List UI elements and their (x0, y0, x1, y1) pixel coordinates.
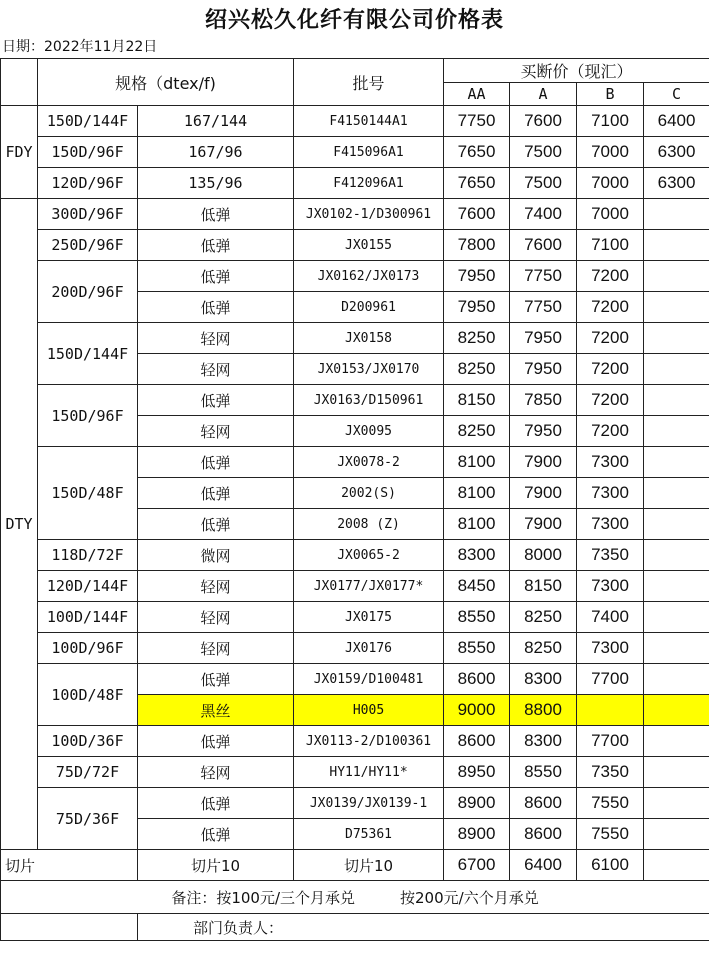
batch-cell: JX0177/JX0177* (294, 571, 444, 602)
price-aa: 8150 (444, 385, 510, 416)
price-b: 7400 (577, 602, 644, 633)
spec-cell: 100D/36F (38, 726, 138, 757)
type-cell: 低弹 (138, 385, 294, 416)
price-b: 7100 (577, 106, 644, 137)
note-text: 备注：按100元/三个月承兑 按200元/六个月承兑 (1, 881, 709, 914)
price-a: 7950 (510, 354, 577, 385)
batch-cell: JX0078-2 (294, 447, 444, 478)
price-c (644, 602, 709, 633)
table-row (1, 230, 709, 261)
header-batch: 批号 (294, 59, 444, 106)
price-b: 7350 (577, 540, 644, 571)
table-row (1, 447, 709, 478)
price-aa: 7600 (444, 199, 510, 230)
price-aa: 8250 (444, 323, 510, 354)
price-aa: 7650 (444, 137, 510, 168)
batch-cell: 切片10 (294, 850, 444, 881)
price-b: 7200 (577, 416, 644, 447)
batch-cell: JX0163/D150961 (294, 385, 444, 416)
chip-row (1, 850, 709, 881)
price-aa: 8900 (444, 819, 510, 850)
price-b: 7000 (577, 137, 644, 168)
header-grade-b: B (577, 83, 644, 106)
batch-cell: JX0158 (294, 323, 444, 354)
price-aa: 7800 (444, 230, 510, 261)
type-cell: 低弹 (138, 664, 294, 695)
price-a: 7900 (510, 447, 577, 478)
price-table (0, 58, 709, 941)
price-b: 7550 (577, 788, 644, 819)
price-aa: 8450 (444, 571, 510, 602)
table-row (1, 540, 709, 571)
price-c (644, 819, 709, 850)
batch-cell: JX0162/JX0173 (294, 261, 444, 292)
spec-cell: 150D/144F (38, 106, 138, 137)
price-aa: 8100 (444, 447, 510, 478)
price-b: 7550 (577, 819, 644, 850)
header-spec: 规格（dtex/f) (38, 59, 294, 106)
type-cell: 黑丝 (138, 695, 294, 726)
page-title: 绍兴松久化纤有限公司价格表 (204, 7, 504, 33)
type-cell: 低弹 (138, 509, 294, 540)
price-b: 7000 (577, 168, 644, 199)
batch-cell: JX0176 (294, 633, 444, 664)
price-a: 8150 (510, 571, 577, 602)
spec-cell: 100D/96F (38, 633, 138, 664)
price-c (644, 664, 709, 695)
price-a: 7900 (510, 509, 577, 540)
price-b: 6100 (577, 850, 644, 881)
spec-cell: 75D/72F (38, 757, 138, 788)
batch-cell: H005 (294, 695, 444, 726)
price-a: 7600 (510, 106, 577, 137)
table-row (1, 106, 709, 137)
spec-cell: 150D/48F (38, 447, 138, 540)
price-a: 8250 (510, 633, 577, 664)
sign-row (1, 914, 709, 941)
spec-cell: 120D/96F (38, 168, 138, 199)
table-row (1, 788, 709, 819)
spec-cell: 150D/96F (38, 137, 138, 168)
price-c (644, 261, 709, 292)
price-c (644, 230, 709, 261)
type-cell: 低弹 (138, 230, 294, 261)
price-c (644, 416, 709, 447)
price-a: 7850 (510, 385, 577, 416)
type-cell: 低弹 (138, 447, 294, 478)
price-c (644, 292, 709, 323)
price-aa: 8600 (444, 664, 510, 695)
price-aa: 8550 (444, 633, 510, 664)
price-b: 7100 (577, 230, 644, 261)
price-c (644, 354, 709, 385)
price-b: 7200 (577, 385, 644, 416)
table-row (1, 602, 709, 633)
batch-cell: JX0139/JX0139-1 (294, 788, 444, 819)
spec-cell: 150D/96F (38, 385, 138, 447)
batch-cell: JX0095 (294, 416, 444, 447)
batch-cell: JX0175 (294, 602, 444, 633)
price-c (644, 323, 709, 354)
spec-cell: 75D/36F (38, 788, 138, 850)
price-b: 7300 (577, 478, 644, 509)
price-c (644, 199, 709, 230)
spec-cell: 200D/96F (38, 261, 138, 323)
price-b: 7200 (577, 354, 644, 385)
batch-cell: D75361 (294, 819, 444, 850)
price-aa: 8250 (444, 416, 510, 447)
price-b: 7000 (577, 199, 644, 230)
price-aa: 7950 (444, 261, 510, 292)
header-row-1 (1, 59, 709, 83)
price-c (644, 385, 709, 416)
sign-label: 部门负责人： (138, 914, 709, 941)
note-row (1, 881, 709, 914)
batch-cell: F4150144A1 (294, 106, 444, 137)
price-aa: 8600 (444, 726, 510, 757)
spec-cell: 切片10 (138, 850, 294, 881)
price-a: 7400 (510, 199, 577, 230)
table-row (1, 571, 709, 602)
price-b (577, 695, 644, 726)
price-c: 6300 (644, 137, 709, 168)
price-c (644, 633, 709, 664)
type-cell: 轻网 (138, 571, 294, 602)
sign-blank (1, 914, 138, 941)
price-c (644, 478, 709, 509)
price-aa: 8550 (444, 602, 510, 633)
type-cell: 轻网 (138, 633, 294, 664)
price-a: 8600 (510, 788, 577, 819)
price-c: 6300 (644, 168, 709, 199)
header-grade-c: C (644, 83, 709, 106)
price-b: 7200 (577, 323, 644, 354)
header-grade-aa: AA (444, 83, 510, 106)
price-a: 8550 (510, 757, 577, 788)
batch-cell: JX0113-2/D100361 (294, 726, 444, 757)
batch-cell: 2008 (Z) (294, 509, 444, 540)
price-a: 7750 (510, 261, 577, 292)
batch-cell: HY11/HY11* (294, 757, 444, 788)
price-aa: 8950 (444, 757, 510, 788)
table-row (1, 726, 709, 757)
spec-cell: 150D/144F (38, 323, 138, 385)
type-cell: 轻网 (138, 602, 294, 633)
price-b: 7700 (577, 664, 644, 695)
price-a: 8300 (510, 664, 577, 695)
spec-cell: 118D/72F (38, 540, 138, 571)
price-b: 7350 (577, 757, 644, 788)
type-cell: 低弹 (138, 199, 294, 230)
batch-cell: JX0102-1/D300961 (294, 199, 444, 230)
table-row (1, 199, 709, 230)
batch-cell: JX0065-2 (294, 540, 444, 571)
batch-cell: F415096A1 (294, 137, 444, 168)
price-c (644, 695, 709, 726)
price-aa: 7950 (444, 292, 510, 323)
price-a: 7600 (510, 230, 577, 261)
type-cell: 轻网 (138, 323, 294, 354)
header-price: 买断价（现汇） (444, 59, 709, 83)
type-cell: 轻网 (138, 354, 294, 385)
category-chip: 切片 (1, 850, 138, 881)
table-row (1, 633, 709, 664)
price-b: 7700 (577, 726, 644, 757)
category-dty: DTY (1, 199, 38, 850)
price-aa: 7650 (444, 168, 510, 199)
batch-cell: D200961 (294, 292, 444, 323)
table-row (1, 137, 709, 168)
price-a: 7500 (510, 137, 577, 168)
type-cell: 低弹 (138, 726, 294, 757)
price-a: 7750 (510, 292, 577, 323)
batch-cell: F412096A1 (294, 168, 444, 199)
price-aa: 9000 (444, 695, 510, 726)
price-a: 8600 (510, 819, 577, 850)
price-c (644, 726, 709, 757)
price-a: 7950 (510, 416, 577, 447)
price-b: 7200 (577, 292, 644, 323)
dtex-cell: 167/144 (138, 106, 294, 137)
type-cell: 低弹 (138, 478, 294, 509)
batch-cell: 2002(S) (294, 478, 444, 509)
spec-cell: 100D/144F (38, 602, 138, 633)
table-row (1, 664, 709, 695)
header-grade-a: A (510, 83, 577, 106)
table-row (1, 757, 709, 788)
type-cell: 轻网 (138, 757, 294, 788)
batch-cell: JX0153/JX0170 (294, 354, 444, 385)
table-row (1, 261, 709, 292)
spec-cell: 100D/48F (38, 664, 138, 726)
price-a: 8000 (510, 540, 577, 571)
batch-cell: JX0155 (294, 230, 444, 261)
date-label: 日期：2022年11月22日 (2, 39, 158, 55)
price-c (644, 447, 709, 478)
price-c (644, 571, 709, 602)
table-row (1, 323, 709, 354)
price-a: 7500 (510, 168, 577, 199)
price-aa: 8100 (444, 509, 510, 540)
price-aa: 8900 (444, 788, 510, 819)
price-c (644, 757, 709, 788)
price-aa: 6700 (444, 850, 510, 881)
price-c (644, 850, 709, 881)
header-category-cell (1, 59, 38, 106)
dtex-cell: 135/96 (138, 168, 294, 199)
price-a: 8250 (510, 602, 577, 633)
price-a: 6400 (510, 850, 577, 881)
type-cell: 低弹 (138, 788, 294, 819)
price-b: 7200 (577, 261, 644, 292)
price-a: 8300 (510, 726, 577, 757)
type-cell: 低弹 (138, 819, 294, 850)
price-aa: 8300 (444, 540, 510, 571)
table-row (1, 168, 709, 199)
price-aa: 8100 (444, 478, 510, 509)
type-cell: 轻网 (138, 416, 294, 447)
price-a: 7900 (510, 478, 577, 509)
price-b: 7300 (577, 509, 644, 540)
price-c (644, 509, 709, 540)
spec-cell: 120D/144F (38, 571, 138, 602)
price-c (644, 540, 709, 571)
price-b: 7300 (577, 447, 644, 478)
spec-cell: 300D/96F (38, 199, 138, 230)
price-a: 7950 (510, 323, 577, 354)
category-fdy: FDY (1, 106, 38, 199)
price-b: 7300 (577, 633, 644, 664)
table-row (1, 385, 709, 416)
type-cell: 低弹 (138, 292, 294, 323)
type-cell: 微网 (138, 540, 294, 571)
type-cell: 低弹 (138, 261, 294, 292)
dtex-cell: 167/96 (138, 137, 294, 168)
spec-cell: 250D/96F (38, 230, 138, 261)
price-c (644, 788, 709, 819)
price-c: 6400 (644, 106, 709, 137)
batch-cell: JX0159/D100481 (294, 664, 444, 695)
price-a: 8800 (510, 695, 577, 726)
price-b: 7300 (577, 571, 644, 602)
price-aa: 8250 (444, 354, 510, 385)
price-aa: 7750 (444, 106, 510, 137)
